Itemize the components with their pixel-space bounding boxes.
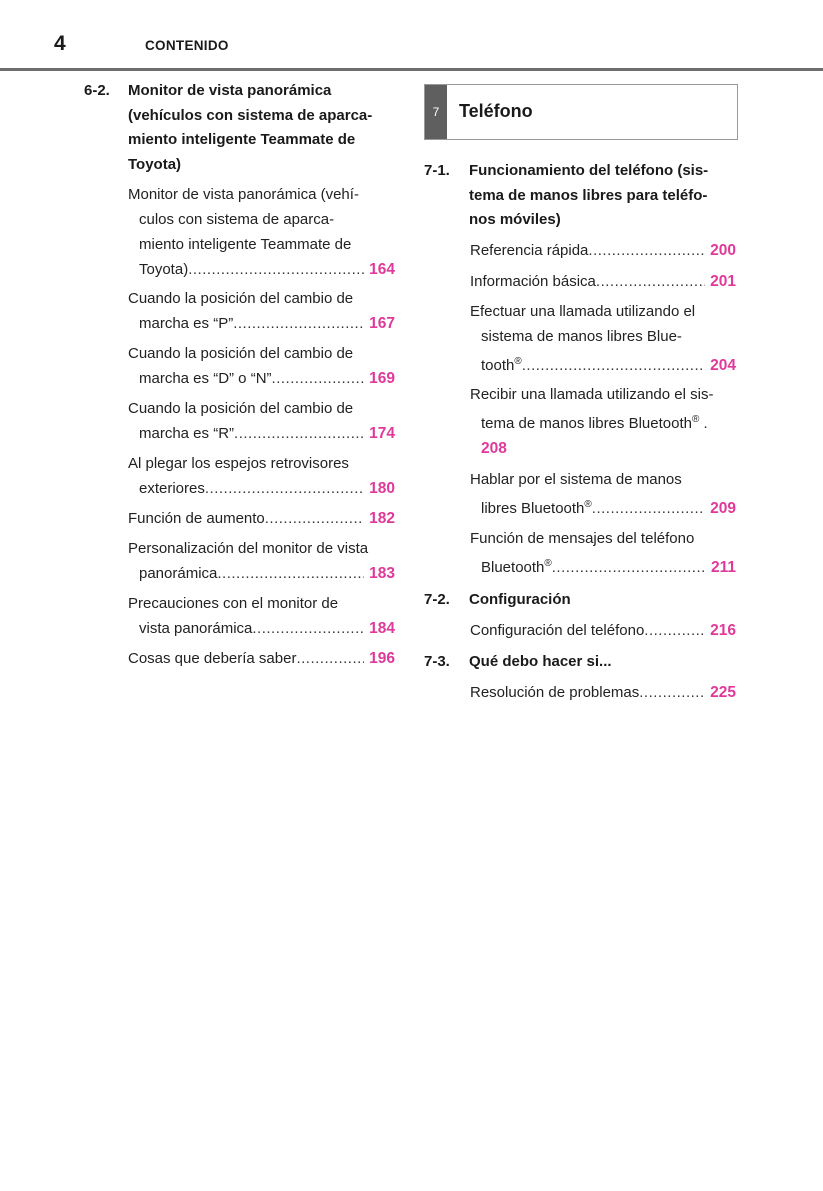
section-title: Funcionamiento del teléfono (sis- tema de manos libres para teléfo- nos móviles) (469, 162, 709, 228)
toc-entry[interactable]: Monitor de vista panorámica (vehí- culos con sistema de aparca- miento inteligente Teammate de Toyota) ..... 164 (128, 182, 395, 282)
leader-dots (205, 476, 364, 501)
page-link[interactable]: 180 (369, 480, 395, 497)
toc-entry[interactable]: Configuración del teléfono ..... 216 (470, 618, 736, 643)
section-number: 7-2. (424, 591, 450, 608)
page-link[interactable]: 208 (481, 440, 507, 457)
toc-entry[interactable]: Función de mensajes del teléfono Bluetooth® ..... 211 (470, 526, 736, 580)
page-link[interactable]: 174 (369, 425, 395, 442)
chapter-number: 7 (425, 85, 447, 139)
toc-entry[interactable]: Información básica ..... 201 (470, 269, 736, 294)
toc-entry[interactable]: Personalización del monitor de vista panorámica ..... 183 (128, 536, 395, 586)
leader-dots (592, 496, 705, 521)
leader-dots (272, 366, 365, 391)
toc-entry[interactable]: Cuando la posición del cambio de marcha es “R” ..... 174 (128, 396, 395, 446)
page-link[interactable]: 216 (710, 622, 736, 639)
page-link[interactable]: 184 (369, 620, 395, 637)
section-number: 6-2. (84, 82, 110, 99)
section-number: 7-1. (424, 162, 450, 179)
leader-dots (596, 269, 705, 294)
leader-dots (252, 616, 364, 641)
toc-entry[interactable]: Hablar por el sistema de manos libres Bluetooth® ..... 209 (470, 467, 736, 521)
page-link[interactable]: 164 (369, 261, 395, 278)
leader-dots (234, 421, 364, 446)
chapter-tab[interactable] (424, 84, 738, 140)
toc-entry[interactable]: Efectuar una llamada utilizando el sistema de manos libres Blue- tooth® ..... 204 (470, 299, 736, 378)
toc-entry[interactable]: Cuando la posición del cambio de marcha es “P” ..... 167 (128, 286, 395, 336)
page-link[interactable]: 211 (710, 559, 736, 576)
header-divider (0, 68, 823, 71)
leader-dots (265, 506, 364, 531)
page-header-title: CONTENIDO (145, 38, 229, 53)
toc-entry[interactable]: Recibir una llamada utilizando el sis- tema de manos libres Bluetooth® . 208 (470, 386, 714, 457)
leader-dots (522, 353, 705, 378)
toc-entry[interactable]: Al plegar los espejos retrovisores exteriores ..... 180 (128, 451, 395, 501)
toc-entry[interactable]: Referencia rápida ..... 200 (470, 238, 736, 263)
section-title: Configuración (469, 591, 571, 608)
leader-dots (233, 311, 364, 336)
toc-entry[interactable]: Cosas que debería saber ..... 196 (128, 646, 395, 671)
page-link[interactable]: 183 (369, 565, 395, 582)
chapter-title: Teléfono (459, 101, 533, 121)
page-number: 4 (54, 32, 66, 55)
page-link[interactable]: 182 (369, 510, 395, 527)
page-link[interactable]: 201 (710, 273, 736, 290)
leader-dots (639, 680, 705, 705)
leader-dots (188, 257, 364, 282)
page-link[interactable]: 209 (710, 500, 736, 517)
section-number: 7-3. (424, 653, 450, 670)
leader-dots (217, 561, 364, 586)
leader-dots (552, 555, 706, 580)
page-link[interactable]: 225 (710, 684, 736, 701)
section-title: Monitor de vista panorámica (vehículos con sistema de aparca- miento inteligente Teammate de Toyota) (128, 82, 373, 173)
page-link[interactable]: 196 (369, 650, 395, 667)
leader-dots (588, 238, 705, 263)
page-link[interactable]: 204 (710, 357, 736, 374)
toc-entry[interactable]: Resolución de problemas ..... 225 (470, 680, 736, 705)
page-link[interactable]: 167 (369, 315, 395, 332)
page-link[interactable]: 200 (710, 242, 736, 259)
toc-entry[interactable]: Función de aumento ..... 182 (128, 506, 395, 531)
toc-entry[interactable]: Cuando la posición del cambio de marcha es “D” o “N” ..... 169 (128, 341, 395, 391)
toc-entry[interactable]: Precauciones con el monitor de vista panorámica ..... 184 (128, 591, 395, 641)
page-link[interactable]: 169 (369, 370, 395, 387)
leader-dots (644, 618, 705, 643)
section-title: Qué debo hacer si... (469, 653, 612, 670)
leader-dots (296, 646, 364, 671)
